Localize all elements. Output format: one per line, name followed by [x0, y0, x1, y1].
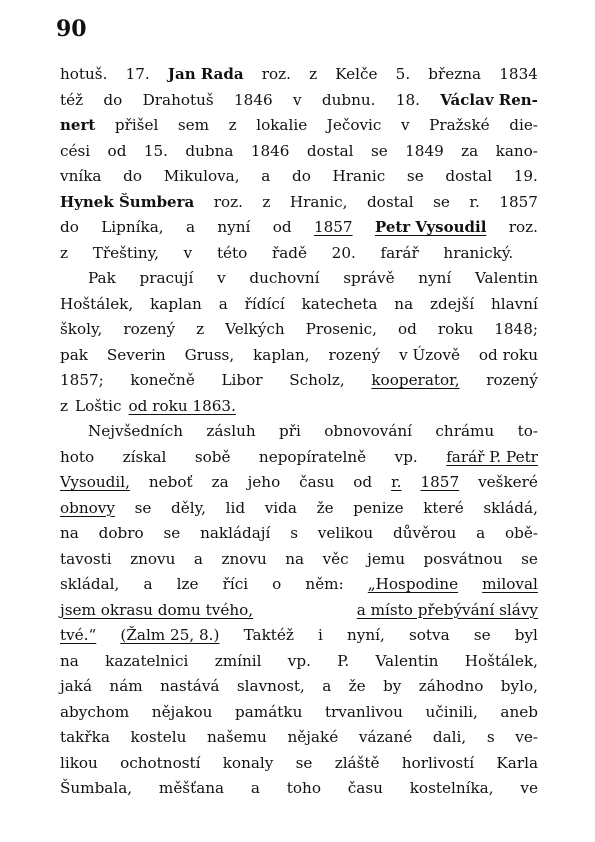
bold-name-text: nert [60, 116, 96, 134]
word: Prosenic, [305, 320, 377, 338]
text-line [60, 751, 538, 777]
word: zdejší [430, 294, 475, 313]
word: lze [176, 575, 199, 593]
text-line [60, 88, 538, 114]
word: Severin [106, 345, 166, 364]
word: nyní [418, 269, 452, 287]
word: nyní [217, 218, 251, 236]
word: říci [222, 575, 249, 593]
word: se [163, 524, 181, 542]
text-line [60, 470, 538, 496]
word: z [60, 396, 69, 415]
word: Karla [496, 753, 538, 772]
word: řídící [244, 294, 285, 313]
text-line [60, 776, 538, 802]
word: dostal [366, 192, 414, 211]
word: aneb [500, 702, 538, 721]
word: učinili, [425, 702, 478, 721]
word: na [60, 651, 79, 670]
word: a [476, 524, 486, 542]
word: dostal [306, 141, 354, 160]
word: zásluh [206, 422, 256, 440]
word: ve [520, 779, 538, 797]
word: v [183, 243, 193, 262]
word: do [60, 218, 79, 236]
word: Hoštálek, [60, 294, 134, 313]
word: něm: [305, 575, 344, 593]
word: „Hospodine [367, 575, 459, 593]
text-line [60, 266, 538, 292]
text-line [60, 164, 538, 190]
word: zláště [334, 753, 380, 772]
word: i [318, 626, 323, 644]
word: 1857 [499, 192, 538, 211]
word: toho [286, 779, 321, 797]
word: hlavní [490, 294, 538, 313]
word: vázané [358, 728, 413, 746]
word: vp. [287, 651, 311, 670]
word: Pražské [429, 116, 490, 134]
word: 1846 [234, 90, 273, 109]
word: kazatelnici [105, 651, 189, 670]
word: posvátnou [423, 549, 503, 568]
word: farář [380, 243, 419, 262]
word: se [521, 549, 538, 568]
word: o [272, 575, 282, 593]
word: rozený [486, 371, 538, 389]
word: Šumbala, [60, 779, 133, 797]
word: března [428, 65, 482, 83]
word: od [107, 141, 127, 160]
word: z [228, 116, 237, 134]
word: získal [122, 447, 167, 466]
word: a místo přebývání slávy [356, 600, 538, 619]
word: nějaké [287, 728, 339, 746]
word: roku [437, 320, 474, 338]
word: roz. [508, 218, 538, 236]
word: likou [60, 753, 98, 772]
word: cési [60, 141, 91, 160]
word: Kelče [335, 65, 378, 83]
word: od roku [478, 345, 538, 364]
word: a [261, 167, 271, 185]
word: byl [514, 626, 538, 644]
text-line [60, 241, 538, 267]
word: miloval [482, 575, 538, 593]
word: od [272, 218, 292, 236]
word: za [461, 141, 479, 160]
word: kooperator, [371, 371, 460, 389]
body-text [60, 62, 538, 802]
word: 1846 [250, 141, 290, 160]
word: kaplan [150, 294, 202, 313]
word: se [473, 626, 491, 644]
word: lid [225, 498, 246, 517]
word: Libor [221, 371, 263, 389]
text-line [60, 649, 538, 675]
word: do [123, 167, 143, 185]
text-line [60, 62, 538, 88]
word: ve- [515, 728, 538, 746]
word: rozený [123, 320, 176, 338]
word: z [60, 243, 69, 262]
word: nepopíratelně [258, 447, 367, 466]
word: nastává [160, 677, 220, 695]
text-line [60, 419, 538, 445]
word: správě [343, 269, 395, 287]
word: Loštic [75, 396, 122, 415]
word: znovu [130, 549, 176, 568]
word: neboť [148, 473, 193, 491]
word: konečně [130, 371, 195, 389]
word: sotva [408, 626, 450, 644]
word: v Úzově [399, 345, 461, 364]
word: jeho [247, 473, 281, 491]
word: farář P. Petr [446, 447, 538, 466]
text-line [60, 725, 538, 751]
word: a [143, 575, 153, 593]
bold-name-text: Hynek Šumbera [60, 192, 195, 211]
word: do [103, 90, 123, 109]
word: a [193, 549, 203, 568]
word: a [322, 677, 332, 695]
word: Valentin [375, 651, 439, 670]
word: 20. [331, 243, 356, 262]
word: Scholz, [289, 371, 345, 389]
word: kano- [495, 141, 538, 160]
word: které [423, 498, 464, 517]
word: do [291, 167, 311, 185]
word: obnovy [60, 498, 115, 517]
word: konaly [222, 753, 274, 772]
word: Velkých [225, 320, 285, 338]
bold-name-text: Petr Vysoudil [374, 218, 487, 236]
word: veškeré [478, 473, 538, 491]
word: se [295, 753, 313, 772]
word: horlivostí [401, 753, 475, 772]
word: Hranic [332, 167, 386, 185]
word: že [316, 498, 334, 517]
word: velikou [317, 524, 374, 542]
word: pracují [139, 269, 194, 287]
text-line [60, 343, 538, 369]
word: že [348, 677, 366, 695]
word: a [218, 294, 228, 313]
word: jaká [60, 677, 93, 695]
word: děly, [171, 498, 206, 517]
bold-name-text: Václav Ren- [440, 90, 538, 109]
word: 1848; [494, 320, 538, 338]
word: slavnost, [236, 677, 305, 695]
word: záhodno [418, 677, 484, 695]
word: v [217, 269, 226, 287]
word: v [292, 90, 302, 109]
word: sobě [194, 447, 231, 466]
word: 15. [143, 141, 168, 160]
word: P. [337, 651, 350, 670]
word: chrámu [435, 422, 495, 440]
word: nakládají [200, 524, 271, 542]
word: penize [353, 498, 404, 517]
word: našemu [207, 728, 267, 746]
word: hranický. [443, 243, 514, 262]
word: pak [60, 345, 88, 364]
word: 1857 [313, 218, 353, 236]
word: z [309, 65, 318, 83]
word: znovu [221, 549, 267, 568]
word: kostelu [130, 728, 187, 746]
word: ochotností [120, 753, 201, 772]
word: Taktéž [243, 626, 294, 644]
word: nám [109, 677, 143, 695]
word: dali, [432, 728, 467, 746]
word: 17. [125, 65, 150, 83]
word: s [486, 728, 495, 746]
word: (Žalm 25, 8.) [120, 626, 220, 644]
word: měšťana [158, 779, 225, 797]
word: od [397, 320, 417, 338]
text-line [60, 496, 538, 522]
word: nyní, [347, 626, 385, 644]
word: to- [517, 422, 538, 440]
word: této [216, 243, 248, 262]
page-number: 90 [56, 16, 87, 42]
word: abychom [60, 702, 130, 721]
word: by [383, 677, 402, 695]
word: v [400, 116, 410, 134]
word: Drahotuš [142, 90, 214, 109]
text-line [60, 521, 538, 547]
word: roz. [213, 192, 243, 211]
text-line [60, 598, 538, 624]
text-line [60, 317, 538, 343]
word: Hranic, [289, 192, 348, 211]
word: řadě [271, 243, 307, 262]
word: duchovní [249, 269, 320, 287]
word: Gruss, [184, 345, 235, 364]
word: dostal [445, 167, 493, 185]
word: památku [235, 702, 303, 721]
text-line [60, 445, 538, 471]
word: Vysoudil, [60, 473, 130, 491]
word: s [290, 524, 298, 542]
word: kaplan, [253, 345, 310, 364]
word: tvé.“ [60, 626, 97, 644]
word: 1857 [420, 473, 460, 491]
word: Valentin [474, 269, 538, 287]
text-line [60, 674, 538, 700]
word: nějakou [151, 702, 213, 721]
text-line [60, 547, 538, 573]
word: a [185, 218, 196, 236]
word: Nejvšedních [88, 422, 183, 440]
word: vida [264, 498, 297, 517]
word: z [196, 320, 205, 338]
word: 1857; [60, 371, 104, 389]
text-line [60, 190, 538, 216]
word: dubnu. [321, 90, 376, 109]
word: Pak [88, 269, 116, 287]
bold-name-text: Jan Rada [167, 65, 244, 83]
word: od roku 1863. [128, 396, 236, 415]
word: při [279, 422, 301, 440]
word: 1849 [405, 141, 444, 160]
text-line [60, 113, 538, 139]
word: obnovování [324, 422, 413, 440]
word: takřka [60, 728, 110, 746]
word: na [60, 524, 79, 542]
word: Ječovic [326, 116, 382, 134]
word: 18. [395, 90, 420, 109]
word: 19. [513, 167, 538, 185]
text-line [60, 700, 538, 726]
word: Mikulova, [163, 167, 240, 185]
word: tavosti [60, 549, 112, 568]
word: dobro [98, 524, 144, 542]
word: za [211, 473, 229, 491]
word: die- [509, 116, 538, 134]
word: r. [469, 192, 480, 211]
word: Hoštálek, [464, 651, 538, 670]
word: 5. [395, 65, 411, 83]
word: Třeštiny, [92, 243, 159, 262]
word: se [370, 141, 388, 160]
text-line [60, 139, 538, 165]
text-line [60, 215, 538, 241]
word: přišel [114, 116, 159, 134]
word: skládá, [483, 498, 538, 517]
word: lokalie [256, 116, 308, 134]
word: jsem okrasu domu tvého, [60, 600, 254, 619]
word: trvanlivou [324, 702, 403, 721]
word: skládal, [60, 575, 120, 593]
word: zmínil [214, 651, 262, 670]
text-line [60, 572, 538, 598]
word: kostelníka, [409, 779, 494, 797]
word: od [353, 473, 373, 491]
word: jemu [367, 549, 406, 568]
word: se [134, 498, 152, 517]
word: vníka [60, 167, 102, 185]
word: 1834 [499, 65, 538, 83]
word: Lipníka, [101, 218, 164, 236]
word: dubna [185, 141, 234, 160]
word: školy, [60, 320, 103, 338]
word: bylo, [500, 677, 538, 695]
word: důvěrou [393, 524, 457, 542]
word: času [347, 779, 383, 797]
word: katecheta [301, 294, 378, 313]
word: r. [391, 473, 402, 491]
text-line [60, 394, 538, 420]
text-line [60, 292, 538, 318]
word: se [406, 167, 424, 185]
word: věc [322, 549, 349, 568]
word: rozený [328, 345, 381, 364]
word: z [262, 192, 271, 211]
word: se [433, 192, 450, 211]
word: na [394, 294, 414, 313]
word: vp. [394, 447, 418, 466]
word: roz. [261, 65, 291, 83]
text-line [60, 368, 538, 394]
word: na [285, 549, 305, 568]
text-line [60, 623, 538, 649]
word: a [250, 779, 260, 797]
word: sem [177, 116, 210, 134]
word: obě- [504, 524, 538, 542]
word: též [60, 90, 84, 109]
word: hoto [60, 447, 95, 466]
word: hotuš. [60, 65, 108, 83]
word: času [299, 473, 335, 491]
